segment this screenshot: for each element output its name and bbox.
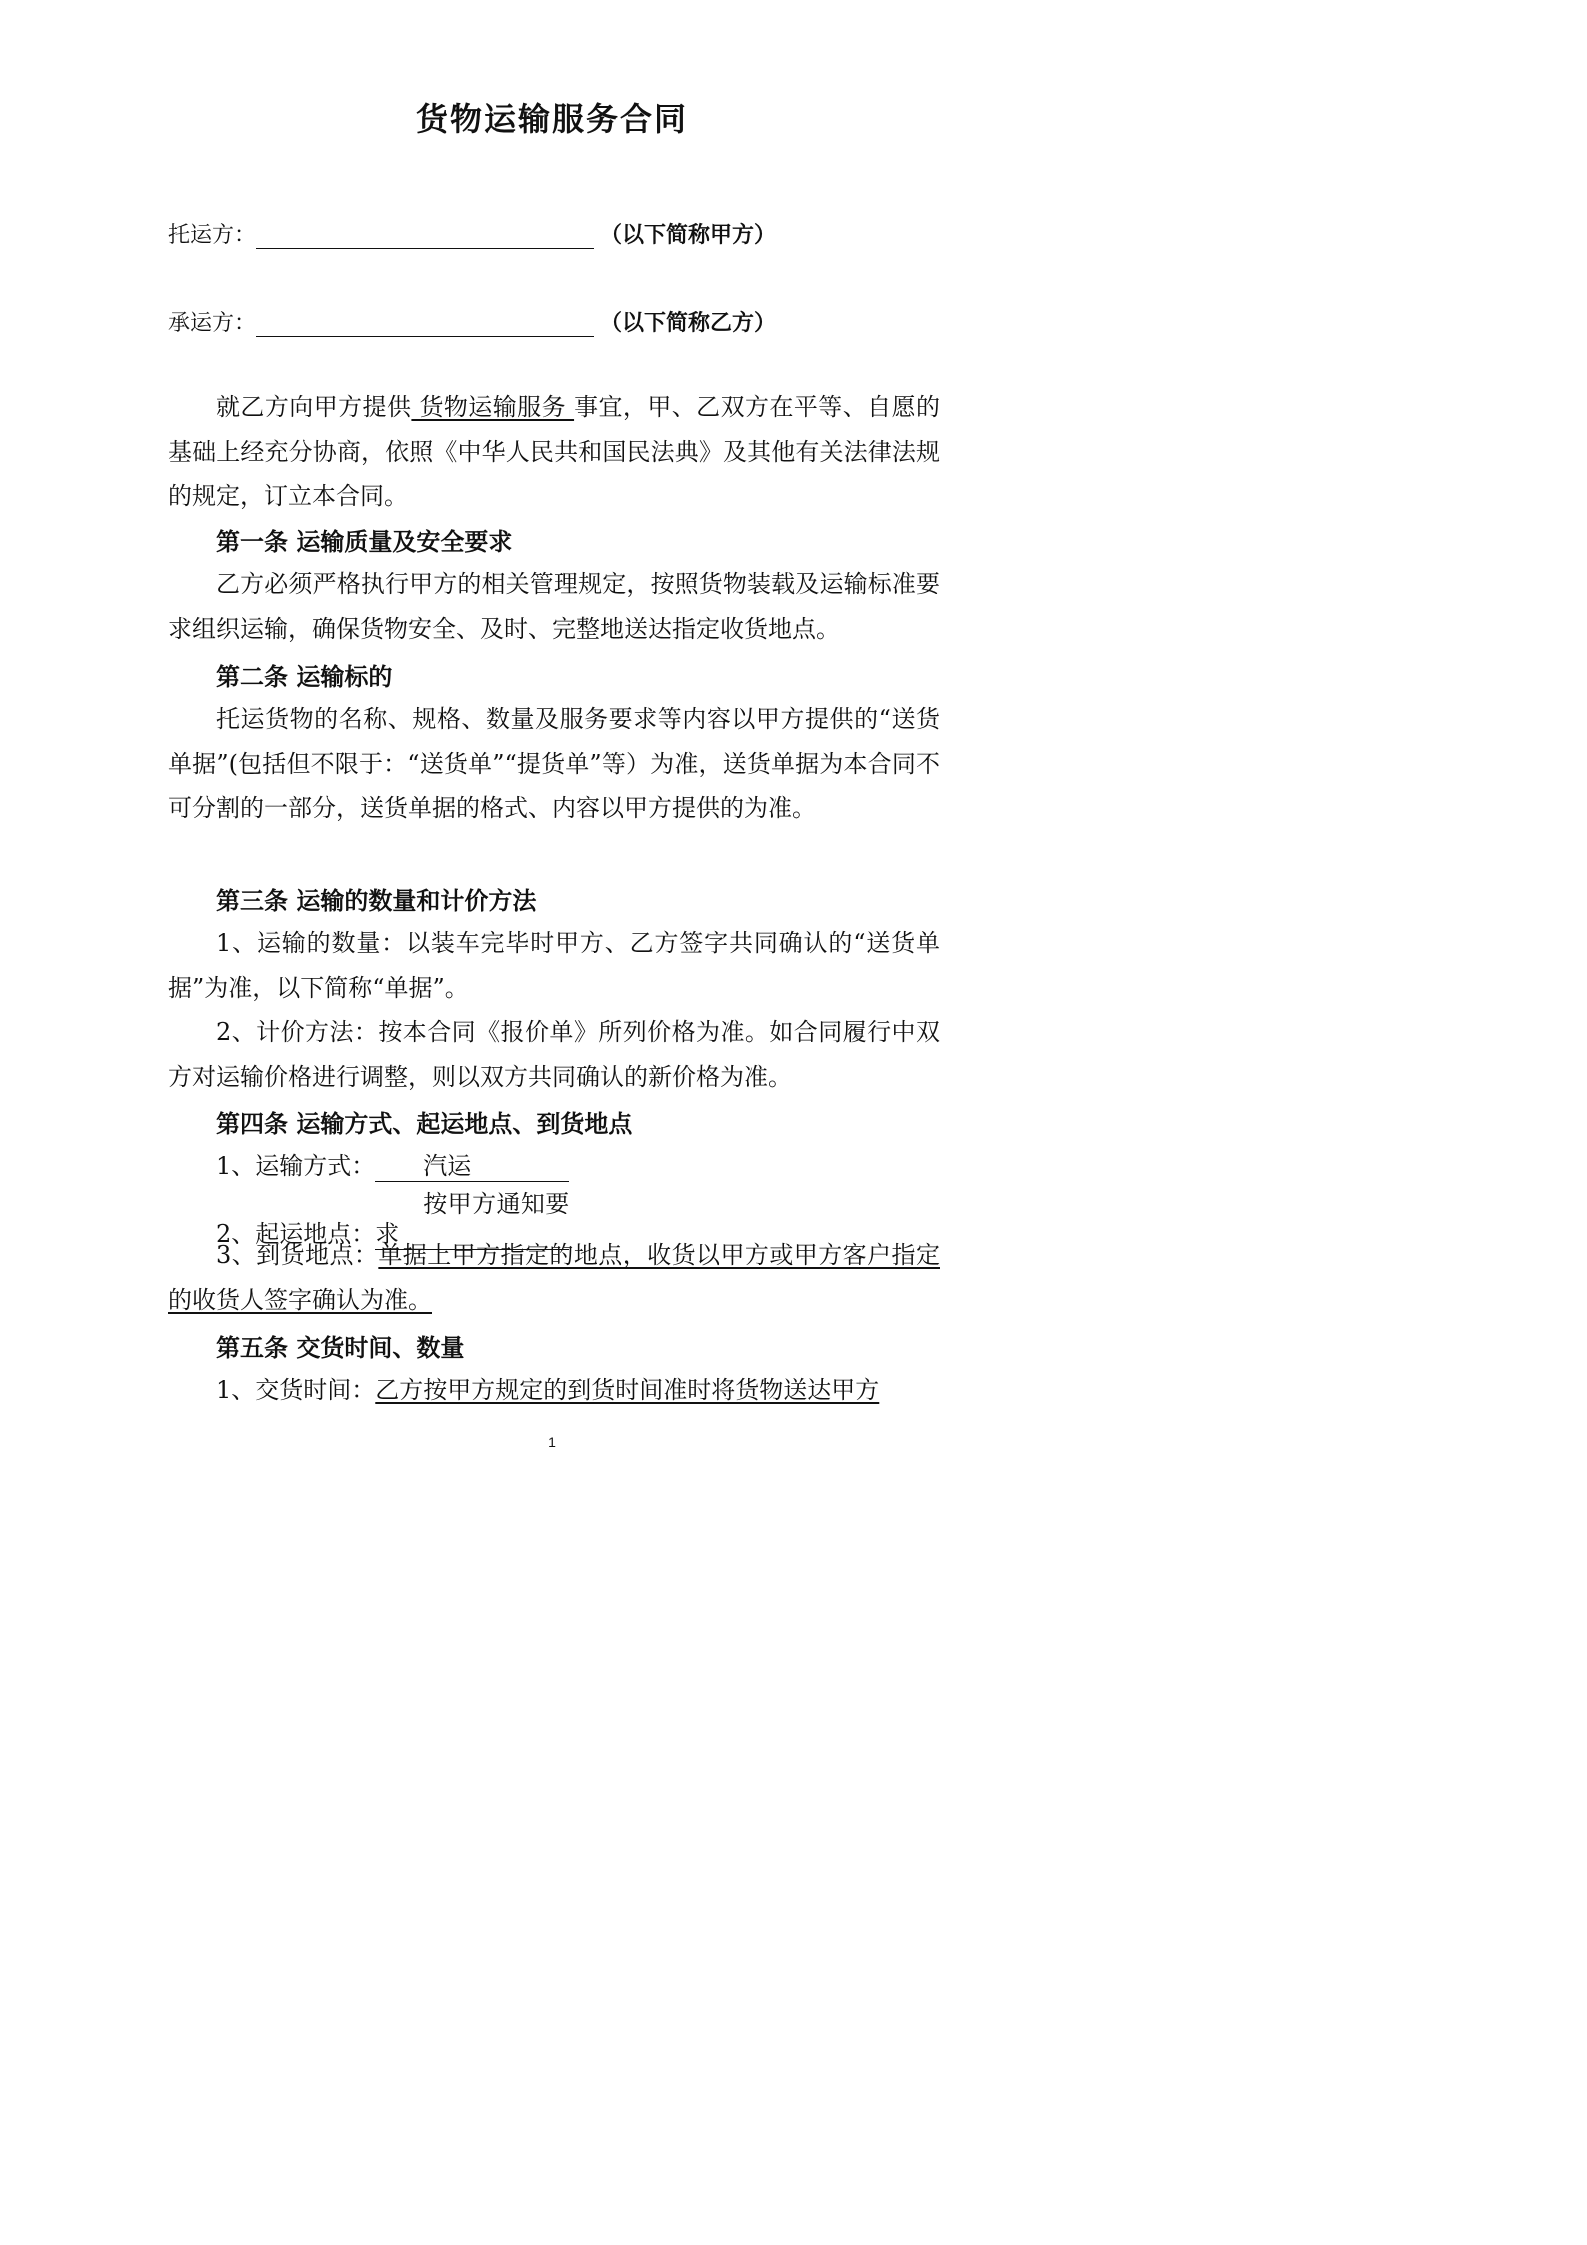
article-5-heading: 第五条 交货时间、数量	[216, 1333, 465, 1362]
intro-after: 事宜，甲、乙双方在平等、自愿的基础上经充分协商，依照《中华人民共和国民法典》及其他有关法律法规的规定，订立本合同。	[168, 393, 941, 510]
article-3-heading: 第三条 运输的数量和计价方法	[216, 886, 537, 915]
article-3-item-1: 1、运输的数量：以装车完毕时甲方、乙方签字共同确认的“送货单据”为准，以下简称“单据”。	[168, 929, 940, 1002]
intro-before: 就乙方向甲方提供	[216, 393, 412, 421]
carrier-label: 承运方：	[168, 311, 257, 336]
carrier-line	[168, 306, 776, 337]
article-2-heading: 第二条 运输标的	[216, 662, 393, 691]
article-5-item-1	[168, 1368, 940, 1413]
destination-label: 3、到货地点：	[216, 1241, 379, 1269]
page-number: 1	[548, 1434, 556, 1450]
shipper-label: 托运方：	[168, 223, 257, 248]
article-4-item-1	[168, 1144, 940, 1189]
article-4-heading: 第四条 运输方式、起运地点、到货地点	[216, 1109, 633, 1138]
delivery-time-label: 1、交货时间：	[216, 1376, 376, 1404]
transport-mode-label: 1、运输方式：	[216, 1152, 376, 1180]
article-4-item-3	[168, 1233, 940, 1322]
article-3-item-2: 2、计价方法：按本合同《报价单》所列价格为准。如合同履行中双方对运输价格进行调整，则以双方共同确认的新价格为准。	[168, 1018, 940, 1091]
document-title: 货物运输服务合同	[415, 100, 688, 138]
intro-paragraph	[168, 385, 940, 519]
destination-value: 单据上甲方指定的地点，收货以甲方或甲方客户指定的收货人签字确认为准。	[168, 1241, 940, 1314]
origin-label: 2、起运地点：	[216, 1220, 376, 1248]
shipper-note: （以下简称甲方）	[600, 222, 777, 248]
article-1-heading: 第一条 运输质量及安全要求	[216, 527, 513, 556]
intro-service: 货物运输服务	[411, 393, 575, 421]
shipper-blank-field[interactable]	[256, 224, 594, 249]
transport-mode-value: 汽运	[375, 1151, 569, 1182]
carrier-blank-field[interactable]	[256, 312, 594, 337]
carrier-note: （以下简称乙方）	[600, 310, 777, 336]
delivery-time-value: 乙方按甲方规定的到货时间准时将货物送达甲方	[375, 1376, 880, 1404]
article-2-text: 托运货物的名称、规格、数量及服务要求等内容以甲方提供的“送货单据”(包括但不限于：“送货单”“提货单”等）为准，送货单据为本合同不可分割的一部分，送货单据的格式、内容以甲方提供的为准。	[168, 705, 940, 822]
article-1-text: 乙方必须严格执行甲方的相关管理规定，按照货物装载及运输标准要求组织运输，确保货物安全、及时、完整地送达指定收货地点。	[168, 570, 940, 643]
shipper-line	[168, 218, 776, 249]
document-page	[0, 0, 1104, 1562]
origin-value: 按甲方通知要求	[375, 1190, 570, 1248]
